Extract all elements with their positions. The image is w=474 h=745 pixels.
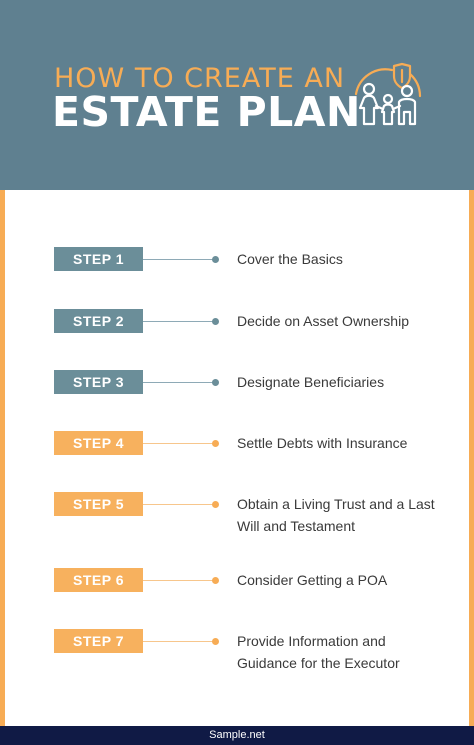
step-badge: STEP 5 bbox=[54, 492, 143, 516]
left-border bbox=[0, 190, 5, 726]
footer-site-label: Sample.net bbox=[209, 729, 265, 741]
step-row-1 bbox=[54, 247, 474, 271]
step-row-6 bbox=[54, 568, 474, 592]
step-badge: STEP 6 bbox=[54, 568, 143, 592]
step-connector bbox=[143, 259, 215, 260]
step-dot bbox=[212, 379, 219, 386]
step-description: Obtain a Living Trust and a Last Will and Testament bbox=[237, 496, 435, 534]
step-description: Settle Debts with Insurance bbox=[237, 435, 408, 451]
step-badge: STEP 4 bbox=[54, 431, 143, 455]
step-dot bbox=[212, 256, 219, 263]
step-row-5 bbox=[54, 492, 474, 536]
step-dot bbox=[212, 638, 219, 645]
step-connector bbox=[143, 580, 215, 581]
step-badge: STEP 2 bbox=[54, 309, 143, 333]
family-shield-icon bbox=[352, 62, 424, 132]
step-dot bbox=[212, 501, 219, 508]
step-connector bbox=[143, 382, 215, 383]
header-banner bbox=[0, 0, 474, 190]
step-badge: STEP 3 bbox=[54, 370, 143, 394]
step-badge: STEP 7 bbox=[54, 629, 143, 653]
step-row-4 bbox=[54, 431, 474, 455]
step-row-7 bbox=[54, 629, 474, 673]
footer-bar bbox=[0, 726, 474, 745]
step-description: Cover the Basics bbox=[237, 251, 343, 267]
step-connector bbox=[143, 443, 215, 444]
title-line-1: HOW TO CREATE AN bbox=[54, 63, 346, 94]
step-description: Designate Beneficiaries bbox=[237, 374, 385, 390]
step-dot bbox=[212, 577, 219, 584]
step-row-2 bbox=[54, 309, 474, 333]
page-title: ESTATE PLAN bbox=[52, 88, 361, 136]
step-dot bbox=[212, 440, 219, 447]
step-dot bbox=[212, 318, 219, 325]
step-badge: STEP 1 bbox=[54, 247, 143, 271]
step-connector bbox=[143, 641, 215, 642]
step-description: Consider Getting a POA bbox=[237, 572, 388, 588]
step-connector bbox=[143, 504, 215, 505]
step-row-3 bbox=[54, 370, 474, 394]
step-description: Decide on Asset Ownership bbox=[237, 313, 409, 329]
step-connector bbox=[143, 321, 215, 322]
step-description: Provide Information and Guidance for the Executor bbox=[237, 633, 400, 671]
